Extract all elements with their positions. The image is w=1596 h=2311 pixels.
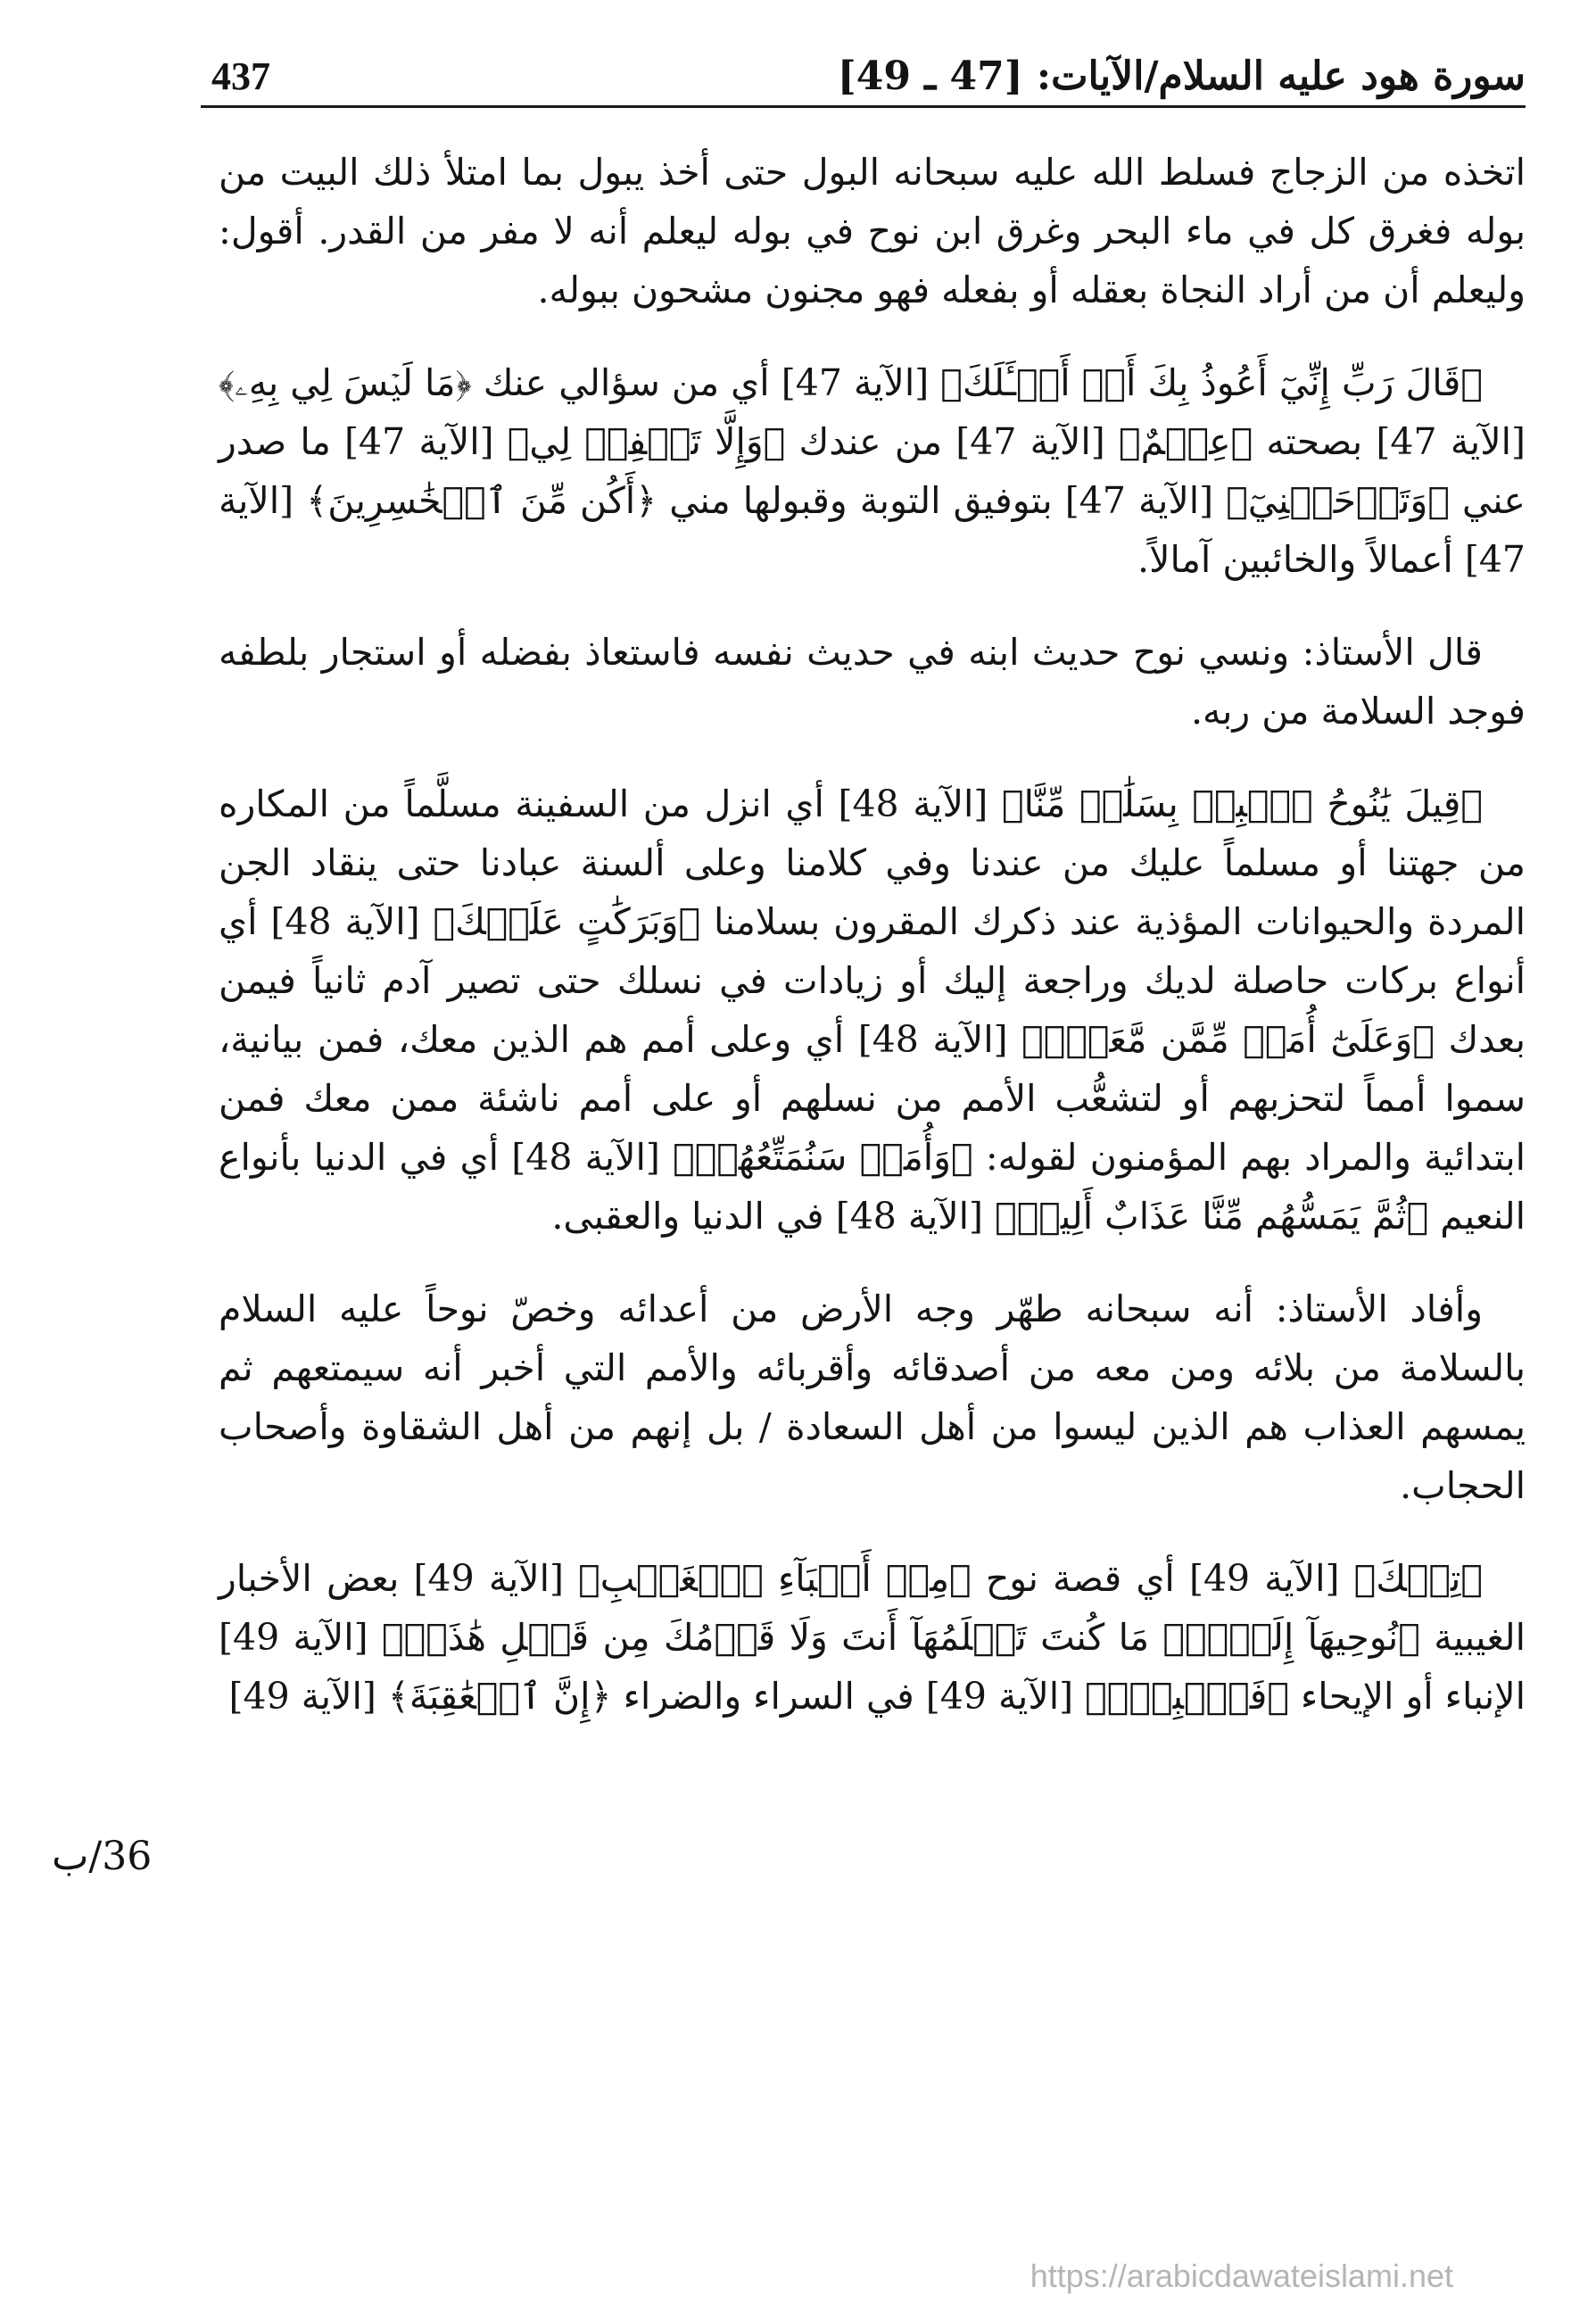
- surah-title: سورة هود عليه السلام/الآيات: [47 ـ 49]: [837, 54, 1526, 99]
- paragraph-continuation: اتخذه من الزجاج فسلط الله عليه سبحانه البول حتى أخذ يبول بما امتلأ ذلك البيت من بوله فغرق كل في ماء البحر وغرق ابن نوح في بوله ليعلم أنه لا مفر من القدر. أقول: وليعلم أن من أراد النجاة بعقله أو بفعله فهو مجنون مشحون ببوله.: [219, 151, 1526, 311]
- page-body: [219, 143, 1526, 1760]
- paragraph-ustadh-48: وأفاد الأستاذ: أنه سبحانه طهّر وجه الأرض من أعدائه وخصّ نوحاً عليه السلام بالسلامة من بلائه ومن معه من أصدقائه وأقربائه والأمم التي أخبر أنه سيمتعهم ثم يمسهم العذاب هم الذين ليسوا من أهل السعادة / بل إنهم من أهل الشقاوة وأصحاب الحجاب.: [219, 1288, 1526, 1507]
- page-number: 437: [211, 54, 270, 98]
- paragraph-verse-47: ﴿قَالَ رَبِّ إِنِّيٓ أَعُوذُ بِكَ أَنۡ أَسۡـَٔلَكَ﴾ [الآية 47] أي من سؤالي عنك ﴿مَا لَيۡسَ لِي بِهِۦ﴾ [الآية 47] بصحته ﴿عِلۡمٌ﴾ [الآية 47] من عندك ﴿وَإِلَّا تَغۡفِرۡ لِي﴾ [الآية 47] ما صدر عني ﴿وَتَرۡحَمۡنِيٓ﴾ [الآية 47] بتوفيق التوبة وقبولها مني ﴿أَكُن مِّنَ ٱلۡخَٰسِرِينَ﴾ [الآية 47] أعمالاً والخائبين آمالاً.: [219, 361, 1526, 581]
- manuscript-folio-note: 36/ب: [52, 1834, 153, 1879]
- paragraph-ustadh-47: قال الأستاذ: ونسي نوح حديث ابنه في حديث نفسه فاستعاذ بفضله أو استجار بلطفه فوجد السلامة من ربه.: [219, 631, 1526, 733]
- header-divider: [201, 105, 1526, 108]
- paragraph-verse-48: ﴿قِيلَ يَٰنُوحُ ٱهۡبِطۡ بِسَلَٰمٖ مِّنَّا﴾ [الآية 48] أي انزل من السفينة مسلَّماً من المكاره من جهتنا أو مسلماً عليك من عندنا وفي كلامنا وعلى ألسنة عبادنا حتى ينقاد الجن المردة والحيوانات المؤذية عند ذكرك المقرون بسلامنا ﴿وَبَرَكَٰتٍ عَلَيۡكَ﴾ [الآية 48] أي أنواع بركات حاصلة لديك وراجعة إليك أو زيادات في نسلك حتى تصير آدم ثانياً فيمن بعدك ﴿وَعَلَىٰٓ أُمَمٖ مِّمَّن مَّعَكَۚ﴾ [الآية 48] أي وعلى أمم هم الذين معك، فمن بيانية، سموا أمماً لتحزبهم أو لتشعُّب الأمم من نسلهم أو على أمم ناشئة ممن معك فمن ابتدائية والمراد بهم المؤمنون لقوله: ﴿وَأُمَمٞ سَنُمَتِّعُهُمۡ﴾ [الآية 48] أي في الدنيا بأنواع النعيم ﴿ثُمَّ يَمَسُّهُم مِّنَّا عَذَابٌ أَلِيمٞ﴾ [الآية 48] في الدنيا والعقبى.: [219, 783, 1526, 1238]
- watermark-url: https://arabicdawateislami.net: [1030, 2257, 1453, 2294]
- paragraph-verse-49: ﴿تِلۡكَ﴾ [الآية 49] أي قصة نوح ﴿مِنۡ أَنۢبَآءِ ٱلۡغَيۡبِ﴾ [الآية 49] بعض الأخبار الغيبية ﴿نُوحِيهَآ إِلَيۡكَۖ مَا كُنتَ تَعۡلَمُهَآ أَنتَ وَلَا قَوۡمُكَ مِن قَبۡلِ هَٰذَاۖ﴾ [الآية 49] الإنباء أو الإيحاء ﴿فَٱصۡبِرۡۖ﴾ [الآية 49] في السراء والضراء ﴿إِنَّ ٱلۡعَٰقِبَةَ﴾ [الآية 49]: [219, 1557, 1526, 1718]
